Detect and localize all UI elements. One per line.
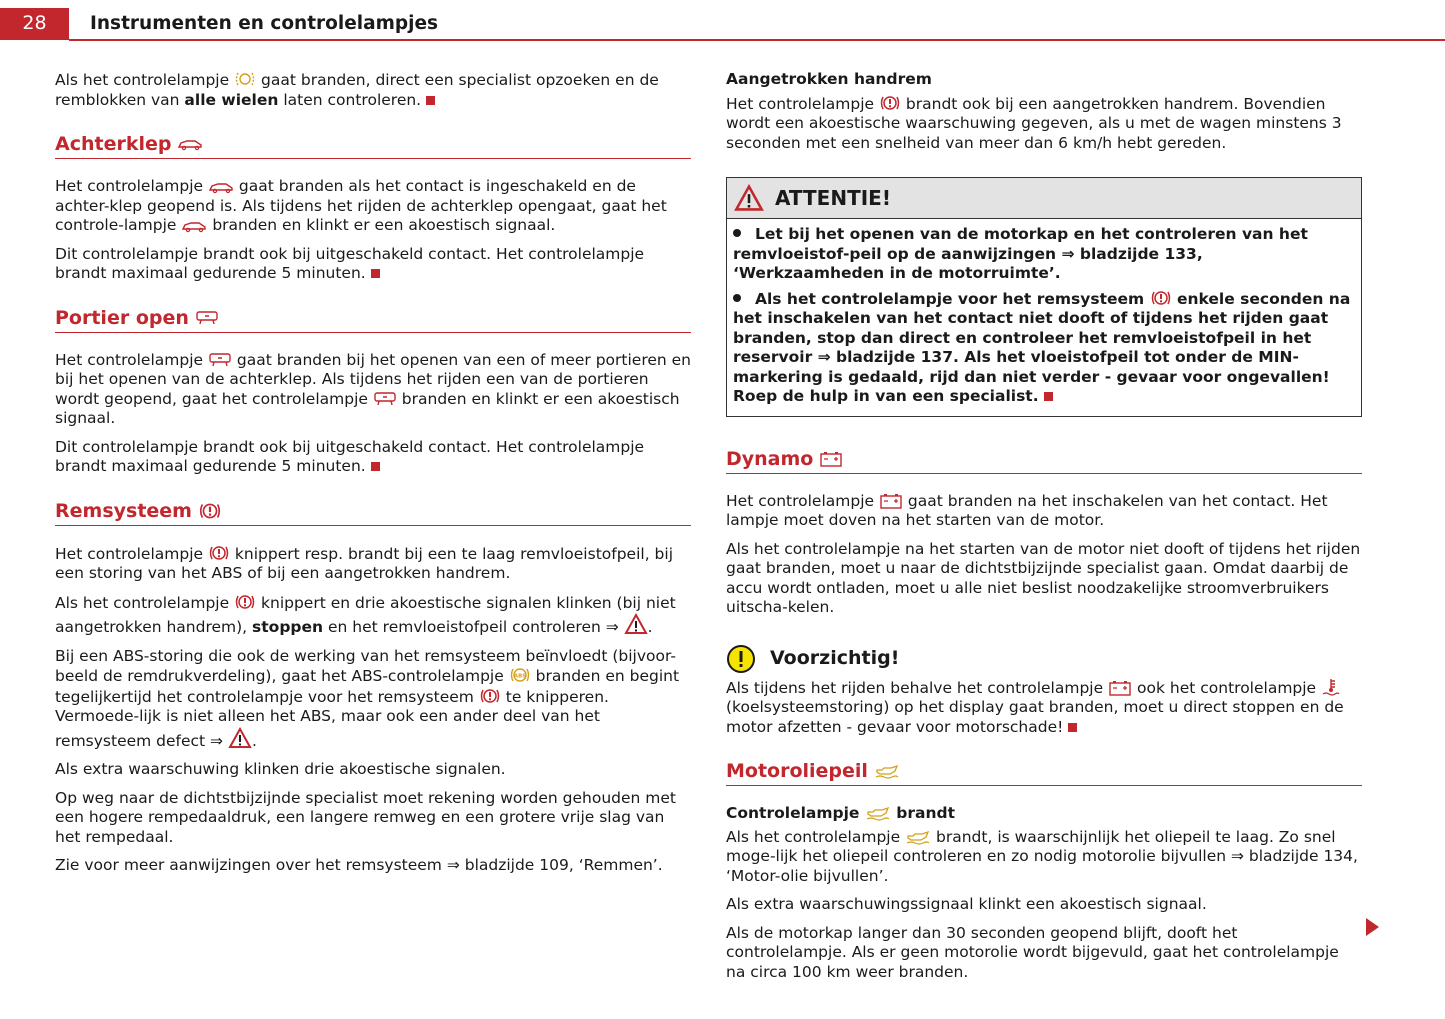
end-mark [1068, 723, 1077, 732]
header-rule [69, 39, 1445, 41]
right-column [726, 70, 1362, 991]
left-column [55, 70, 691, 885]
brake-warning-icon [1150, 289, 1172, 307]
dynamo-paragraph-1: Het controlelampje gaat branden na het inschakelen van het contact. Het lampje moet doven na het starten van de motor. [726, 491, 1328, 529]
attentie-bullet-1: Let bij het openen van de motorkap en het controleren van het remvloeistof-peil op de aanwijzingen ⇒ bladzijde 133, ‘Werkzaamheden in de motorruimte’. [733, 225, 1308, 282]
page-title: Instrumenten en controlelampjes [90, 13, 439, 34]
rem-paragraph-4: Als extra waarschuwing klinken drie akoestische signalen. [55, 760, 506, 778]
rem-paragraph-2: Als het controlelampje knippert en drie akoestische signalen klinken (bij niet aangetrokken handrem), stoppen en het remvloeistofpeil controleren ⇒ . [55, 593, 676, 636]
end-mark [371, 269, 380, 278]
section-heading-achterklep: Achterklep [55, 132, 691, 159]
tailgate-icon [208, 180, 234, 194]
brake-warning-icon [879, 94, 901, 112]
portier-paragraph-2: Dit controlelampje brandt ook bij uitgeschakeld contact. Het controlelampje brandt maximaal gedurende 5 minuten. [55, 437, 645, 475]
end-mark [426, 96, 435, 105]
oil-can-icon [905, 829, 931, 845]
section-heading-remsysteem: Remsysteem [55, 499, 691, 526]
section-heading-portier: Portier open [55, 306, 691, 333]
warning-triangle-icon[interactable] [624, 613, 648, 635]
achterklep-paragraph-1: Het controlelampje gaat branden als het contact is ingeschakeld en de achter-klep geopend is. Als tijdens het rijden de achterklep opengaat, gaat het controle-lampje branden en klinkt er een akoestisch signaal. [55, 177, 667, 234]
handrem-subheading: Aangetrokken handrem [726, 70, 932, 88]
oil-can-icon [874, 763, 900, 779]
olie-paragraph-2: Als extra waarschuwingssignaal klinkt een akoestisch signaal. [726, 895, 1207, 913]
rem-paragraph-1: Het controlelampje knippert resp. brandt bij een te laag remvloeistofpeil, bij een storing van het ABS of bij een aangetrokken handrem. [55, 544, 674, 582]
door-open-icon [195, 310, 219, 326]
attentie-header: ATTENTIE! [727, 178, 1361, 219]
battery-icon [1108, 680, 1132, 696]
rem-paragraph-5: Op weg naar de dichtstbijzijnde specialist moet rekening worden gehouden met een hogere rempedaaldruk, een langere remweg en een grotere vrije slag van het rempedaal. [55, 788, 676, 846]
olie-paragraph-1: Als het controlelampje brandt, is waarschijnlijk het oliepeil te laag. Zo snel moge-lijk het oliepeil controleren en zo nodig motorolie bijvullen ⇒ bladzijde 134, ‘Motor-olie bijvullen’. [726, 827, 1358, 885]
end-mark [1044, 392, 1053, 401]
battery-icon [819, 451, 843, 467]
caution-icon [726, 644, 756, 674]
end-mark [371, 462, 380, 471]
portier-paragraph-1: Het controlelampje gaat branden bij het openen van een of meer portieren en bij het openen van de achterklep. Als tijdens het rijden een van de portieren wordt geopend, gaat het controlelampje branden en klinkt er een akoestisch signaal. [55, 350, 692, 427]
tailgate-icon [181, 219, 207, 233]
attentie-box [726, 177, 1362, 417]
door-open-icon [208, 352, 232, 368]
rem-paragraph-3: Bij een ABS-storing die ook de werking van het remsysteem beïnvloedt (bijvoor-beeld de remdrukverdeling), gaat het ABS-controlelampje branden en begint tegelijkertijd het controlelampje voor het remsysteem te knipperen. Vermoede-lijk is niet alleen het ABS, maar ook een ander deel van het remsysteem defect ⇒ . [55, 646, 680, 750]
section-heading-motoroliepeil: Motoroliepeil [726, 759, 1362, 786]
warning-triangle-icon[interactable] [228, 727, 252, 749]
olie-subheading: Controlelampje brandt [726, 804, 955, 822]
door-open-icon [373, 391, 397, 407]
section-heading-dynamo: Dynamo [726, 447, 1362, 474]
brake-warning-icon [234, 593, 256, 611]
abs-icon [509, 666, 531, 684]
oil-can-icon [865, 805, 891, 821]
brake-warning-icon [208, 544, 230, 562]
intro-paragraph: Als het controlelampje gaat branden, direct een specialist opzoeken en de remblokken van alle wielen laten controleren. [55, 71, 659, 109]
battery-icon [879, 493, 903, 509]
next-page-arrow-icon[interactable] [1366, 918, 1379, 936]
coolant-icon [1321, 678, 1341, 696]
attentie-body [727, 219, 1361, 416]
tailgate-icon [177, 137, 203, 151]
olie-paragraph-3: Als de motorkap langer dan 30 seconden geopend blijft, dooft het controlelampje. Als er geen motorolie wordt bijgevuld, gaat het controlelampje na circa 100 km weer branden. [726, 923, 1339, 981]
rem-paragraph-6: Zie voor meer aanwijzingen over het remsysteem ⇒ bladzijde 109, ‘Remmen’. [55, 856, 663, 874]
warning-triangle-icon [733, 184, 765, 212]
dynamo-paragraph-2: Als het controlelampje na het starten van de motor niet dooft of tijdens het rijden gaat branden, moet u naar de dichtstbijzijnde specialist gaan. Omdat daarbij de accu wordt ontladen, moet u alle niet beslist noodzakelijke stroomverbruikers uitscha-kelen. [726, 539, 1361, 616]
brake-warning-icon [479, 687, 501, 705]
page-number: 28 [0, 8, 69, 40]
achterklep-paragraph-2: Dit controlelampje brandt ook bij uitgeschakeld contact. Het controlelampje brandt maximaal gedurende 5 minuten. [55, 244, 645, 282]
brake-warning-icon [198, 501, 222, 521]
voorzichtig-paragraph: Als tijdens het rijden behalve het controlelampje ook het controlelampje (koelsysteemstoring) op het display gaat branden, moet u direct stoppen en de motor afzetten - gevaar voor motorschade! [726, 678, 1344, 736]
attentie-bullet-2: Als het controlelampje voor het remsysteem enkele seconden na het inschakelen van het contact niet dooft of tijdens het rijden gaat branden, stop dan direct en controleer het remvloeistofpeil in het reservoir ⇒ bladzijde 137. Als het vloeistofpeil tot onder de MIN-markering is gedaald, rijd dan niet verder - gevaar voor ongevallen! Roep de hulp in van een specialist. [733, 289, 1351, 405]
handrem-paragraph: Het controlelampje brandt ook bij een aangetrokken handrem. Bovendien wordt een akoestische waarschuwing gegeven, als u met de wagen minstens 3 seconden met een snelheid van meer dan 6 km/h hebt gereden. [726, 94, 1342, 152]
voorzichtig-heading: Voorzichtig! [726, 644, 1362, 674]
brake-pad-icon [234, 70, 256, 88]
